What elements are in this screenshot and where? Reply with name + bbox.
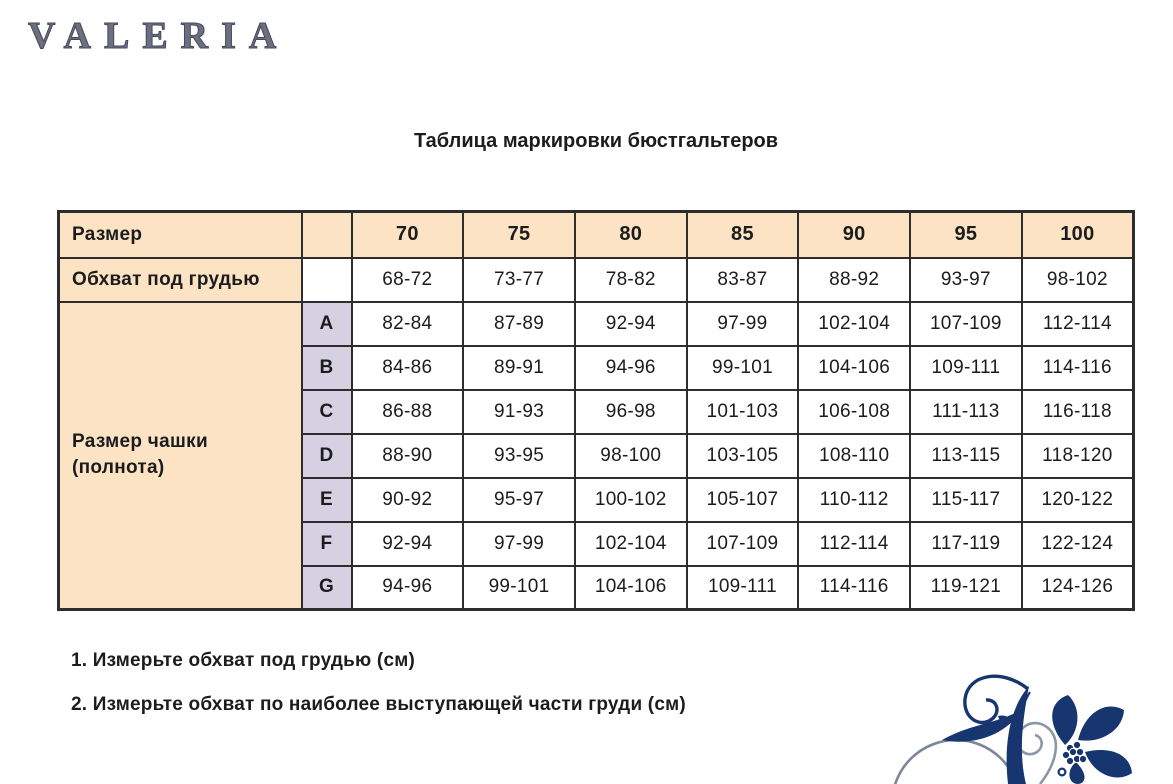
underbust-value: 68-72 [352, 258, 464, 302]
cup-value: 91-93 [463, 390, 575, 434]
cup-value: 87-89 [463, 302, 575, 346]
cup-value: 92-94 [575, 302, 687, 346]
size-header: 100 [1022, 212, 1134, 258]
empty-corner-cell [302, 212, 352, 258]
cup-value: 118-120 [1022, 434, 1134, 478]
size-header: 75 [463, 212, 575, 258]
cup-value: 99-101 [463, 566, 575, 610]
cup-value: 116-118 [1022, 390, 1134, 434]
underbust-value: 98-102 [1022, 258, 1134, 302]
size-header: 80 [575, 212, 687, 258]
cup-value: 108-110 [798, 434, 910, 478]
cup-value: 109-111 [687, 566, 799, 610]
underbust-value: 78-82 [575, 258, 687, 302]
cup-value: 84-86 [352, 346, 464, 390]
size-header: 70 [352, 212, 464, 258]
underbust-value: 93-97 [910, 258, 1022, 302]
cup-value: 89-91 [463, 346, 575, 390]
cup-letter: D [302, 434, 352, 478]
cup-value: 90-92 [352, 478, 464, 522]
cup-value: 96-98 [575, 390, 687, 434]
empty-cell [302, 258, 352, 302]
cup-value: 95-97 [463, 478, 575, 522]
cup-value: 104-106 [575, 566, 687, 610]
cup-value: 107-109 [687, 522, 799, 566]
instruction-2: 2. Измерьте обхват по наиболее выступающей части груди (см) [71, 694, 686, 715]
brand-logo: VALERIA [28, 15, 290, 57]
cup-value: 117-119 [910, 522, 1022, 566]
size-header: 90 [798, 212, 910, 258]
bra-size-table [57, 210, 1135, 611]
cup-value: 120-122 [1022, 478, 1134, 522]
floral-flourish-decoration [880, 652, 1173, 784]
cup-value: 82-84 [352, 302, 464, 346]
cup-value: 109-111 [910, 346, 1022, 390]
cup-value: 115-117 [910, 478, 1022, 522]
table-row-underbust [59, 258, 1134, 302]
cup-value: 100-102 [575, 478, 687, 522]
cup-size-label [59, 302, 302, 610]
table-row-cup-a [59, 302, 1134, 346]
cup-value: 114-116 [798, 566, 910, 610]
cup-value: 110-112 [798, 478, 910, 522]
cup-value: 102-104 [798, 302, 910, 346]
size-row-label: Размер [59, 212, 302, 258]
instruction-1: 1. Измерьте обхват под грудью (см) [71, 650, 416, 671]
cup-letter: A [302, 302, 352, 346]
cup-value: 97-99 [687, 302, 799, 346]
cup-value: 92-94 [352, 522, 464, 566]
cup-value: 98-100 [575, 434, 687, 478]
table-row-sizes [59, 212, 1134, 258]
underbust-value: 73-77 [463, 258, 575, 302]
cup-value: 102-104 [575, 522, 687, 566]
size-header: 95 [910, 212, 1022, 258]
cup-letter: B [302, 346, 352, 390]
cup-value: 104-106 [798, 346, 910, 390]
cup-value: 97-99 [463, 522, 575, 566]
page-title: Таблица маркировки бюстгальтеров [413, 130, 779, 152]
cup-letter: G [302, 566, 352, 610]
cup-value: 106-108 [798, 390, 910, 434]
cup-value: 119-121 [910, 566, 1022, 610]
cup-label-line2: (полнота) [72, 457, 165, 479]
cup-letter: C [302, 390, 352, 434]
underbust-row-label: Обхват под грудью [59, 258, 302, 302]
cup-value: 99-101 [687, 346, 799, 390]
cup-value: 124-126 [1022, 566, 1134, 610]
underbust-value: 83-87 [687, 258, 799, 302]
cup-value: 101-103 [687, 390, 799, 434]
cup-value: 94-96 [352, 566, 464, 610]
cup-value: 86-88 [352, 390, 464, 434]
cup-value: 93-95 [463, 434, 575, 478]
cup-letter: E [302, 478, 352, 522]
cup-value: 112-114 [1022, 302, 1134, 346]
cup-value: 111-113 [910, 390, 1022, 434]
size-header: 85 [687, 212, 799, 258]
measurement-instructions [71, 650, 686, 738]
cup-value: 105-107 [687, 478, 799, 522]
cup-value: 122-124 [1022, 522, 1134, 566]
cup-value: 112-114 [798, 522, 910, 566]
cup-value: 113-115 [910, 434, 1022, 478]
cup-value: 103-105 [687, 434, 799, 478]
cup-label-line1: Размер чашки [72, 431, 208, 453]
cup-value: 88-90 [352, 434, 464, 478]
cup-letter: F [302, 522, 352, 566]
cup-value: 94-96 [575, 346, 687, 390]
cup-value: 114-116 [1022, 346, 1134, 390]
underbust-value: 88-92 [798, 258, 910, 302]
cup-value: 107-109 [910, 302, 1022, 346]
